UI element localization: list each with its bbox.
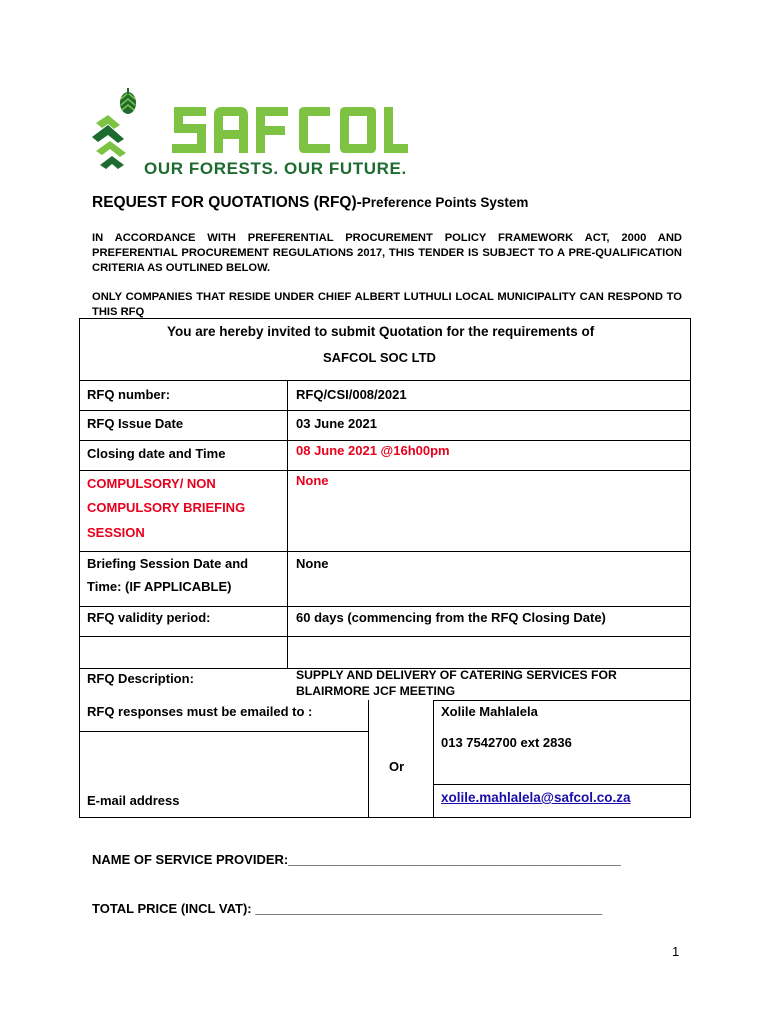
email-label: E-mail address [87, 793, 180, 808]
or-label: Or [389, 759, 405, 774]
document-title [92, 194, 528, 212]
briefing-value: None [296, 473, 329, 488]
total-price-line: TOTAL PRICE (INCL VAT): ________________________________________________ [92, 901, 603, 916]
description-label: RFQ Description: [87, 671, 194, 686]
page-number: 1 [672, 944, 680, 959]
title-sub: Preference Points System [361, 195, 529, 210]
compliance-paragraph: IN ACCORDANCE WITH PREFERENTIAL PROCUREMENT POLICY FRAMEWORK ACT, 2000 AND PREFERENTIAL PROCUREMENT REGULATIONS 2017, THIS TENDER IS SUBJECT TO A PRE-QUALIFICATION CRITERIA AS OUTLINED BELOW. [92, 232, 682, 274]
contact-phone: 013 7542700 ext 2836 [441, 735, 572, 750]
logo-tagline: OUR FORESTS. OUR FUTURE. [144, 159, 407, 178]
contact-email-link[interactable]: xolile.mahlalela@safcol.co.za [441, 790, 631, 805]
briefing-date-label-2: Time: (IF APPLICABLE) [87, 579, 232, 594]
validity-value: 60 days (commencing from the RFQ Closing Date) [296, 610, 606, 625]
invite-line-1: You are hereby invited to submit Quotation for the requirements of [167, 324, 595, 339]
invite-line-2: SAFCOL SOC LTD [323, 350, 436, 365]
residency-paragraph: ONLY COMPANIES THAT RESIDE UNDER CHIEF ALBERT LUTHULI LOCAL MUNICIPALITY CAN RESPOND TO THIS RFQ [92, 291, 682, 318]
closing-label: Closing date and Time [87, 446, 226, 461]
title-main: REQUEST FOR QUOTATIONS (RFQ)- [92, 194, 362, 211]
issue-date-value: 03 June 2021 [296, 416, 377, 431]
pine-cone-icon [120, 88, 136, 114]
briefing-date-label-1: Briefing Session Date and [87, 556, 249, 571]
description-value-2: BLAIRMORE JCF MEETING [296, 684, 456, 698]
briefing-label-1: COMPULSORY/ NON [87, 476, 216, 491]
rfq-number-label: RFQ number: [87, 387, 171, 402]
validity-label: RFQ validity period: [87, 610, 211, 625]
briefing-date-value: None [296, 556, 329, 571]
issue-date-label: RFQ Issue Date [87, 416, 184, 431]
contact-name: Xolile Mahlalela [441, 704, 538, 719]
rfq-details-table [79, 318, 691, 818]
safcol-logo [88, 85, 408, 185]
briefing-label-2: COMPULSORY BRIEFING [87, 500, 246, 515]
service-provider-line: NAME OF SERVICE PROVIDER:______________________________________________ [92, 852, 621, 867]
closing-value: 08 June 2021 @16h00pm [296, 443, 450, 458]
description-value-1: SUPPLY AND DELIVERY OF CATERING SERVICES FOR [296, 668, 617, 682]
chevron-leaves-icon [92, 115, 126, 169]
rfq-number-value: RFQ/CSI/008/2021 [296, 387, 407, 402]
briefing-label-3: SESSION [87, 525, 145, 540]
emailed-to-label: RFQ responses must be emailed to : [87, 704, 313, 719]
safcol-wordmark [172, 107, 408, 153]
